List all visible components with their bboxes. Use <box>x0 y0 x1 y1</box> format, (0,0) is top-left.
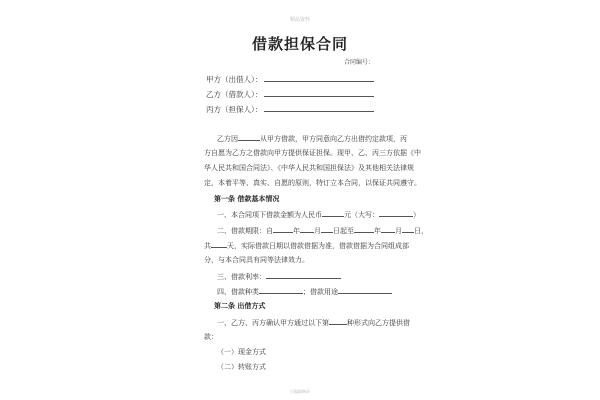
intro-line-1: 乙方因 从甲方借款，甲方同意向乙方出借约定款项，丙 <box>217 135 407 143</box>
blank-line[interactable] <box>264 74 374 82</box>
article1-item2: 二、借款期限：自 年 月 日起至 年 月 日， <box>217 227 428 235</box>
party-guarantor: 丙方（担保人）： <box>206 104 374 115</box>
blank-line[interactable] <box>300 225 314 233</box>
intro-line-2: 方自愿为乙方之借款向甲方提供保证担保。现甲、乙、丙三方依据《中 <box>204 149 421 157</box>
party-borrower: 乙方（借款人）： <box>206 89 374 100</box>
contract-number-label: 合同编号： <box>344 59 375 66</box>
article2-option-cash: （一）现金方式 <box>217 348 266 356</box>
footer-text: 可编辑修改 <box>290 389 310 394</box>
document-title: 借款担保合同 <box>251 35 348 53</box>
party-lender: 甲方（出借人）： <box>206 74 374 85</box>
blank-line[interactable] <box>266 271 341 279</box>
blank-line[interactable] <box>321 225 333 233</box>
blank-line[interactable] <box>402 225 414 233</box>
document-page <box>154 0 446 400</box>
blank-line[interactable] <box>264 89 374 97</box>
article1-item3: 三、借款利率： <box>217 271 341 282</box>
blank-line[interactable] <box>238 133 260 141</box>
blank-line[interactable] <box>264 104 374 112</box>
blank-line[interactable] <box>211 240 227 248</box>
blank-line[interactable] <box>273 225 293 233</box>
blank-line[interactable] <box>322 209 344 217</box>
intro-line-3: 华人民共和国合同法》、《中华人民共和国担保法》及其他相关法律规 <box>204 164 414 172</box>
watermark-text: 精品资料 <box>289 17 310 23</box>
article2-item1: 一、乙方、丙方确认甲方通过以下第 种形式向乙方提供借 <box>217 319 410 327</box>
blank-line[interactable] <box>354 225 374 233</box>
article2-item1-line2: 款： <box>204 333 218 341</box>
article1-item2-line3: 分，与本合同具有同等法律效力。 <box>204 256 309 264</box>
blank-line[interactable] <box>338 286 392 294</box>
article1-item4: 四、借款种类 ；借款用途 <box>217 286 392 297</box>
intro-line-4: 定，本着平等、真实、自愿的原则，特订立本合同，以保证共同遵守。 <box>204 179 421 187</box>
article1-item2-line2: 共 天，实际借款日期以借款借据为准，借款借据为合同组成部 <box>204 242 409 250</box>
article2-heading: 第二条 出借方式 <box>214 301 266 310</box>
blank-line[interactable] <box>381 225 395 233</box>
article2-option-transfer: （二）转账方式 <box>217 363 266 371</box>
article1-heading: 第一条 借款基本情况 <box>214 194 280 203</box>
blank-line[interactable] <box>329 317 347 325</box>
blank-line[interactable] <box>379 209 413 217</box>
article1-item1: 一、本合同项下借款金额为人民币 元（大写： ） <box>217 211 420 219</box>
blank-line[interactable] <box>259 286 303 294</box>
